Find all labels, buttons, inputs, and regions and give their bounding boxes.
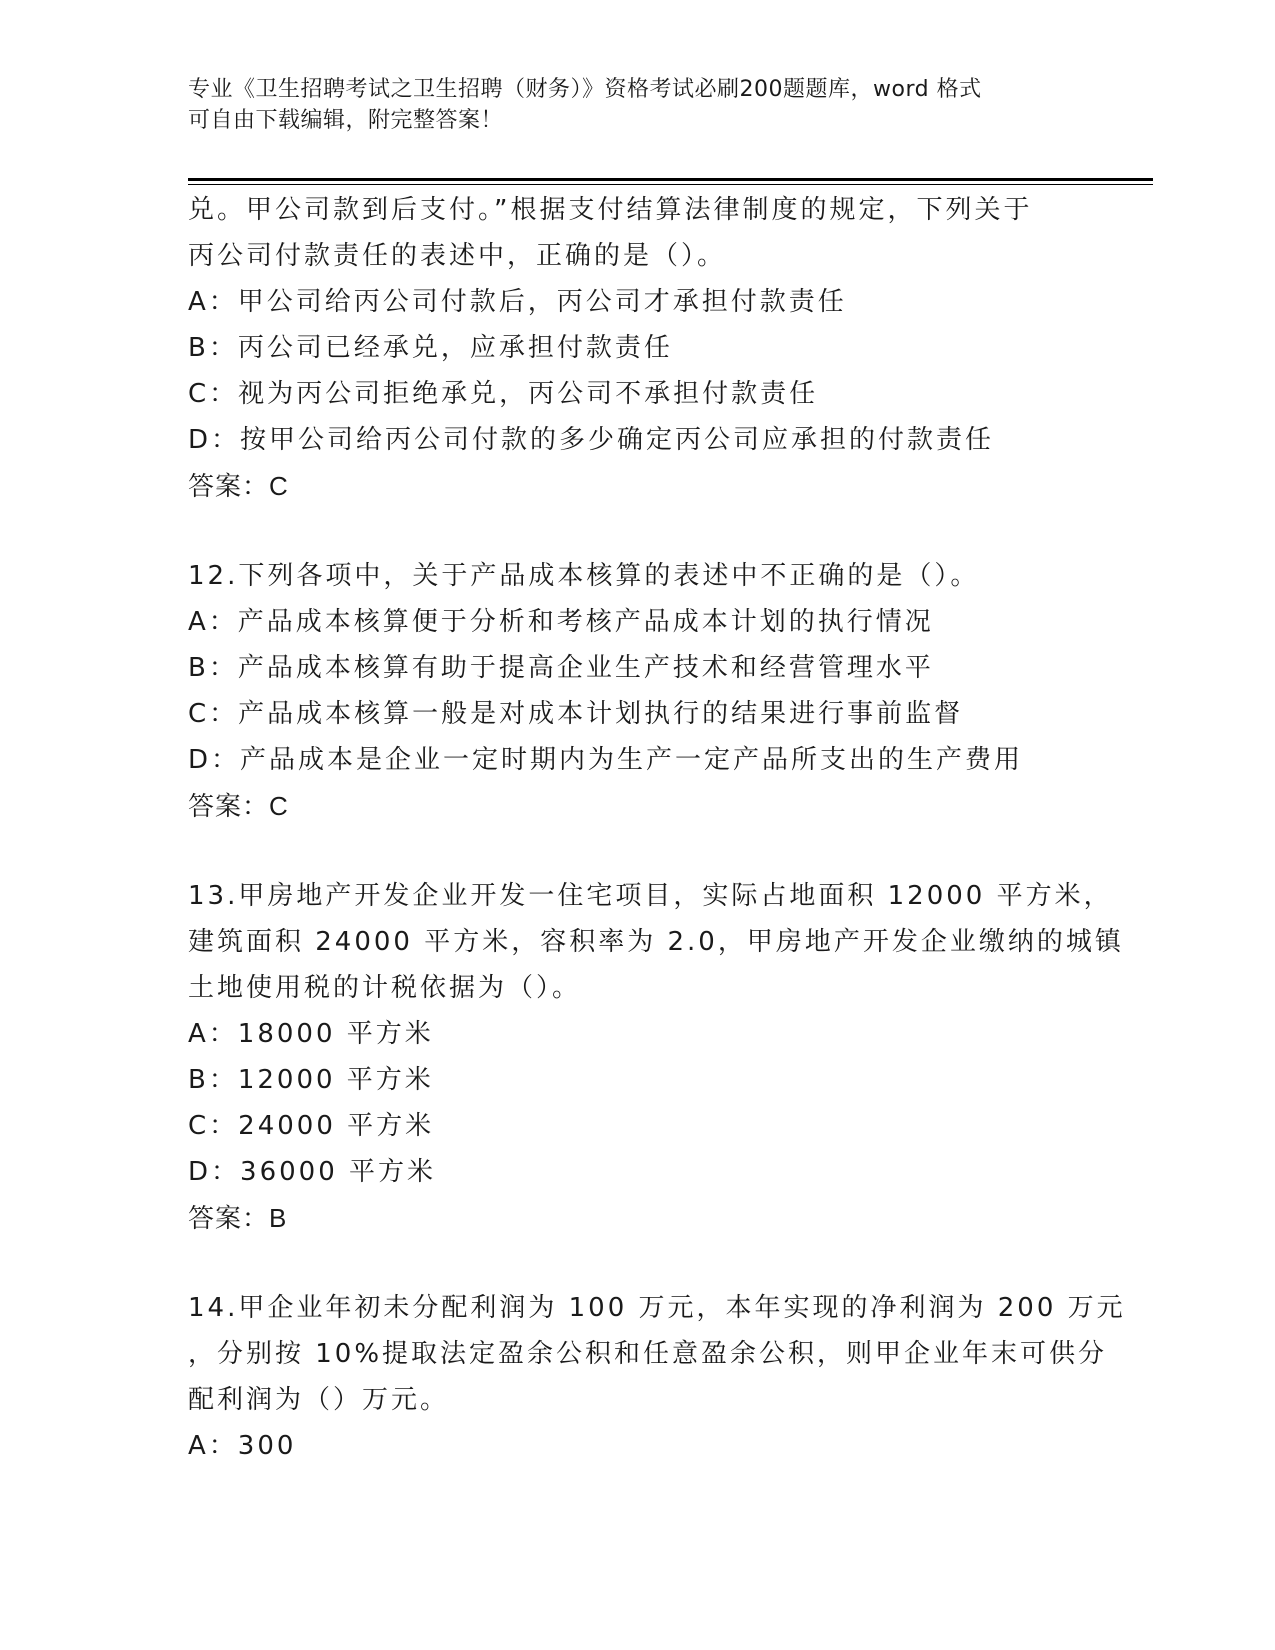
question-stem: 建筑面积 24000 平方米，容积率为 2.0，甲房地产开发企业缴纳的城镇 xyxy=(188,927,1124,957)
question-content xyxy=(188,187,1126,1469)
header-divider-thin xyxy=(188,184,1153,185)
question-stem: ，分别按 10%提取法定盈余公积和任意盈余公积，则甲企业年末可供分 xyxy=(188,1339,1108,1369)
header-title-line2: 可自由下载编辑，附完整答案！ xyxy=(188,108,504,133)
question-11 xyxy=(188,187,1088,509)
option-c: C：视为丙公司拒绝承兑，丙公司不承担付款责任 xyxy=(188,379,819,409)
option-d: D：按甲公司给丙公司付款的多少确定丙公司应承担的付款责任 xyxy=(188,425,995,455)
question-stem: 土地使用税的计税依据为（）。 xyxy=(188,973,582,1003)
question-stem: 13.甲房地产开发企业开发一住宅项目，实际占地面积 12000 平方米， xyxy=(188,881,1113,911)
header-title-line1: 专业《卫生招聘考试之卫生招聘（财务）》资格考试必刷200题题库，word 格式 xyxy=(188,77,982,102)
option-c: C：24000 平方米 xyxy=(188,1111,435,1141)
question-stem: 14.甲企业年初未分配利润为 100 万元，本年实现的净利润为 200 万元 xyxy=(188,1293,1126,1323)
question-stem: 兑。甲公司款到后支付。”根据支付结算法律制度的规定，下列关于 xyxy=(188,195,1033,225)
question-13 xyxy=(188,873,1124,1241)
option-b: B：产品成本核算有助于提高企业生产技术和经营管理水平 xyxy=(188,653,934,683)
option-b: B：丙公司已经承兑，应承担付款责任 xyxy=(188,333,673,363)
question-stem: 12.下列各项中，关于产品成本核算的表述中不正确的是（）。 xyxy=(188,561,980,591)
question-14 xyxy=(188,1285,1126,1469)
option-c: C：产品成本核算一般是对成本计划执行的结果进行事前监督 xyxy=(188,699,964,729)
document-header xyxy=(188,74,1088,136)
answer: 答案：C xyxy=(188,471,289,501)
option-a: A：18000 平方米 xyxy=(188,1019,434,1049)
option-d: D：产品成本是企业一定时期内为生产一定产品所支出的生产费用 xyxy=(188,745,1024,775)
option-a: A：产品成本核算便于分析和考核产品成本计划的执行情况 xyxy=(188,607,934,637)
option-b: B：12000 平方米 xyxy=(188,1065,434,1095)
question-12 xyxy=(188,553,1088,829)
answer: 答案：C xyxy=(188,791,289,821)
question-stem: 丙公司付款责任的表述中，正确的是（）。 xyxy=(188,241,727,271)
option-d: D：36000 平方米 xyxy=(188,1157,436,1187)
question-stem: 配利润为（）万元。 xyxy=(188,1385,450,1415)
option-a: A：甲公司给丙公司付款后，丙公司才承担付款责任 xyxy=(188,287,847,317)
option-a: A：300 xyxy=(188,1431,297,1461)
header-divider-thick xyxy=(188,178,1153,181)
answer: 答案：B xyxy=(188,1203,288,1233)
